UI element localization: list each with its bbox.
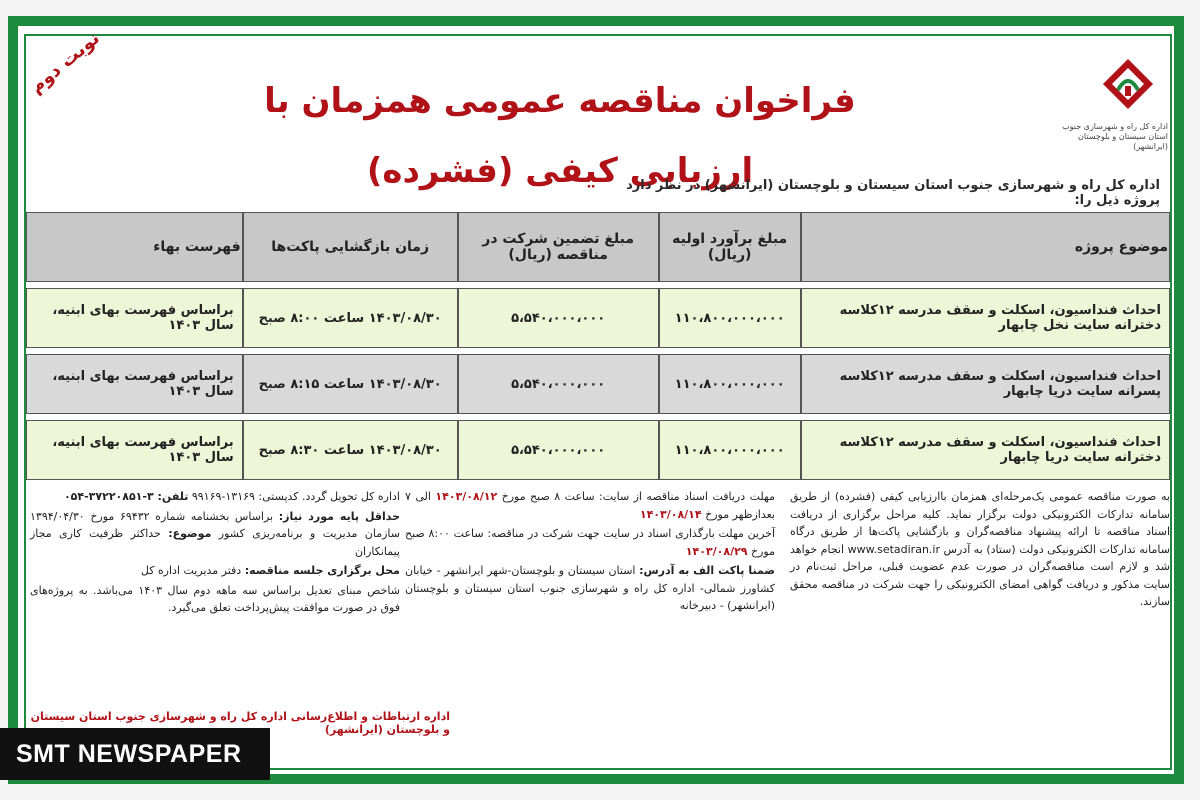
body-paragraph — [405, 562, 775, 615]
envelope-address-label: ضمنا پاکت الف به آدرس: — [639, 564, 776, 577]
header-project: موضوع پروژه — [801, 212, 1170, 282]
body-paragraph: به صورت مناقصه عمومی یک‌مرحله‌ای همزمان باارزیابی کیفی (فشرده) از طریق سامانه تدارکات الکترونیکی دولت برگزار نماید. کلیه مراحل برگزاری از دریافت اسناد مناقصه تا ارائه پیشنهاد مناقصه‌گران و بازگشایی پاکت‌ها از طریق درگاه سامانه تدارکات الکترونیکی دولت (ستاد) به آدرس www.setadiran.ir انجام خواهد شد و لازم است مناقصه‌گران در صورت عدم عضویت قبلی، مراحل ثبت‌نام در سایت مذکور و دریافت گواهی امضای الکترونیکی را جهت شرکت در مناقصه محقق سازند. — [790, 490, 1170, 608]
cell-guarantee: ۵،۵۴۰،۰۰۰،۰۰۰ — [458, 420, 659, 480]
body-paragraph — [30, 488, 400, 506]
cell-project: احداث فنداسیون، اسکلت و سقف مدرسه ۱۲کلاسه دخترانه سایت نخل چابهار — [801, 288, 1170, 348]
body-paragraph — [405, 488, 775, 523]
table-header-row — [26, 212, 1170, 282]
min-grade-label: حداقل پایه مورد نیاز: — [278, 509, 401, 523]
body-paragraph: شاخص مبنای تعدیل براساس سه ماهه دوم سال ۱۴۰۳ می‌باشد. به پروژه‌های فوق در صورت موافقت پیش‌پرداخت تعلق می‌گیرد. — [30, 583, 400, 614]
body-paragraph — [405, 525, 775, 560]
upload-deadline-date: ۱۴۰۳/۰۸/۲۹ — [685, 544, 748, 558]
intro-text: اداره کل راه و شهرسازی جنوب استان سیستان و بلوچستان (ایرانشهر) در نظر دارد پروژه ذیل را: — [626, 178, 1160, 208]
min-grade-text: براساس بخشنامه شماره ۶۹۴۳۲ مورخ ۱۳۹۴/۰۴/۳۰ سازمان مدیریت و برنامه‌ریزی کشور — [30, 509, 400, 540]
subject-text: حداکثر ظرفیت کاری مجاز پیمانکاران — [30, 527, 400, 558]
body-column-right — [790, 488, 1170, 688]
postal-code-text: اداره کل تحویل گردد. کدپستی: ۱۳۱۶۹-۹۹۱۶۹ — [188, 490, 400, 503]
upload-deadline-text: آخرین مهلت بارگذاری اسناد در سایت جهت شرکت در مناقصه: ساعت ۸:۰۰ صبح مورخ — [405, 527, 776, 558]
table-row — [26, 354, 1170, 414]
cell-estimate: ۱۱۰،۸۰۰،۰۰۰،۰۰۰ — [659, 288, 801, 348]
cell-price-list: براساس فهرست بهای ابنیه، سال ۱۴۰۳ — [26, 354, 243, 414]
header-guarantee: مبلغ تضمین شرکت در مناقصه (ریال) — [458, 212, 659, 282]
page-title: فراخوان مناقصه عمومی همزمان با ارزیابی کیفی (فشرده) — [264, 81, 856, 191]
table-row — [26, 288, 1170, 348]
body-column-middle — [405, 488, 775, 688]
cell-opening: ۱۴۰۳/۰۸/۳۰ ساعت ۸:۱۵ صبح — [243, 354, 458, 414]
cell-project: احداث فنداسیون، اسکلت و سقف مدرسه ۱۲کلاسه دخترانه سایت دریا چابهار — [801, 420, 1170, 480]
publisher-credit: اداره ارتباطات و اطلاع‌رسانی اداره کل راه و شهرسازی جنوب استان سیستان و بلوچستان (ایرانشهر) — [30, 710, 450, 736]
meeting-place-label: محل برگزاری جلسه مناقصه: — [244, 564, 400, 577]
logo-caption — [1060, 122, 1168, 152]
header-opening: زمان بازگشایی پاکت‌ها — [243, 212, 458, 282]
second-notice-stamp: نوبت دوم — [26, 27, 104, 98]
ministry-logo-icon — [1100, 56, 1156, 112]
newspaper-watermark: SMT NEWSPAPER — [0, 728, 270, 780]
phone-number: ۳-۳۷۲۲۰۸۵۱-۰۵۴ — [63, 490, 154, 503]
phone-label: تلفن: — [153, 490, 189, 503]
logo-caption-line-1: اداره کل راه و شهرسازی جنوب — [1062, 122, 1168, 131]
deadline-text-2: الی ۷ بعدازظهر مورخ — [405, 490, 775, 521]
body-paragraph — [30, 562, 400, 580]
deadline-date-end: ۱۴۰۳/۰۸/۱۴ — [639, 507, 702, 521]
cell-price-list: براساس فهرست بهای ابنیه، سال ۱۴۰۳ — [26, 420, 243, 480]
body-paragraph — [30, 508, 400, 561]
deadline-date-start: ۱۴۰۳/۰۸/۱۲ — [435, 490, 498, 503]
cell-opening: ۱۴۰۳/۰۸/۳۰ ساعت ۸:۰۰ صبح — [243, 288, 458, 348]
cell-estimate: ۱۱۰،۸۰۰،۰۰۰،۰۰۰ — [659, 354, 801, 414]
subject-label: موضوع: — [168, 527, 212, 540]
tender-table — [26, 212, 1170, 480]
meeting-place-text: دفتر مدیریت اداره کل — [140, 564, 245, 577]
body-column-left — [30, 488, 400, 688]
header-estimate: مبلغ برآورد اولیه (ریال) — [659, 212, 801, 282]
cell-project: احداث فنداسیون، اسکلت و سقف مدرسه ۱۲کلاسه پسرانه سایت دریا چابهار — [801, 354, 1170, 414]
logo-caption-line-2: استان سیستان و بلوچستان (ایرانشهر) — [1078, 132, 1168, 151]
cell-guarantee: ۵،۵۴۰،۰۰۰،۰۰۰ — [458, 354, 659, 414]
envelope-address-text: استان سیستان و بلوچستان-شهر ایرانشهر - خیابان کشاورز شمالی- اداره کل راه و شهرسازی جنوب استان سیستان و بلوچستان (ایرانشهر) - دبیرخانه — [405, 564, 775, 612]
table-row — [26, 420, 1170, 480]
deadline-text: مهلت دریافت اسناد مناقصه از سایت: ساعت ۸ صبح مورخ — [497, 490, 775, 503]
cell-guarantee: ۵،۵۴۰،۰۰۰،۰۰۰ — [458, 288, 659, 348]
header-price-list: فهرست بهاء — [26, 212, 243, 282]
cell-opening: ۱۴۰۳/۰۸/۳۰ ساعت ۸:۳۰ صبح — [243, 420, 458, 480]
cell-estimate: ۱۱۰،۸۰۰،۰۰۰،۰۰۰ — [659, 420, 801, 480]
cell-price-list: براساس فهرست بهای ابنیه، سال ۱۴۰۳ — [26, 288, 243, 348]
